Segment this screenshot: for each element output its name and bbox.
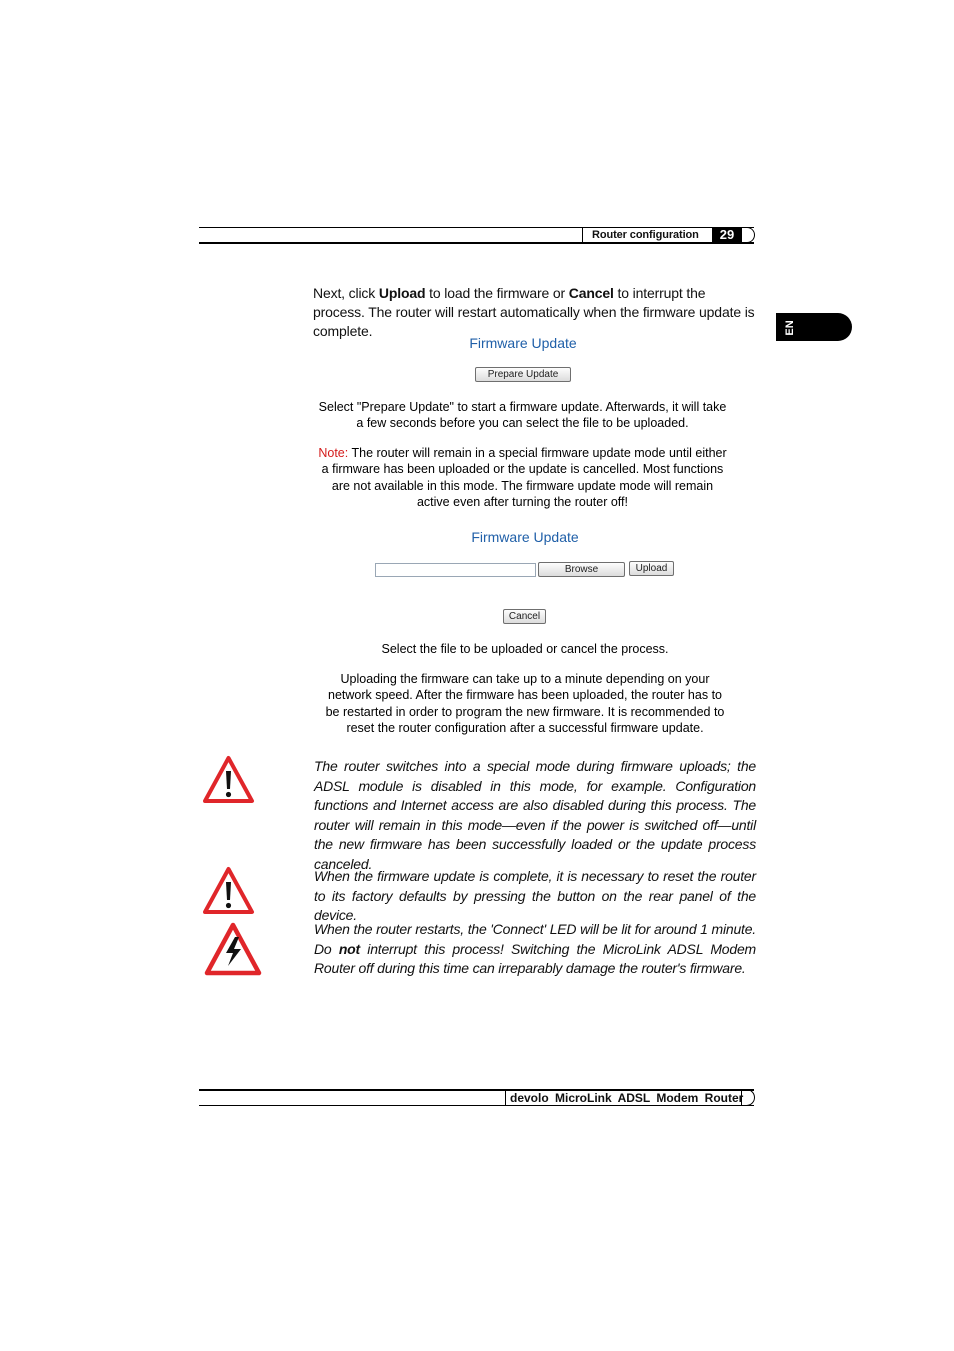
warning-firmware-mode: The router switches into a special mode during firmware uploads; the ADSL module is disabled in this mode, for example. Configuration functions and Internet access are also disabled during this process. The router will remain in this mode—even if the power is switched off—until the new firmware has been successfully loaded or the update process canceled.	[314, 758, 756, 872]
upload-keyword: Upload	[378, 285, 426, 301]
language-tab-label: EN	[784, 320, 796, 336]
firmware-file-input[interactable]	[375, 563, 536, 577]
prepare-update-button[interactable]: Prepare Update	[475, 367, 571, 382]
header-separator	[582, 227, 583, 243]
upload-button[interactable]: Upload	[629, 561, 674, 576]
lightning-triangle-icon	[204, 922, 262, 976]
prepare-instructions: Select "Prepare Update" to start a firmware update. Afterwards, it will take a few seconds before you can select the file to be uploaded.	[318, 400, 727, 431]
upload-info-text: Uploading the firmware can take up to a minute depending on your network speed. After the firmware has been uploaded, the router has to be restarted in order to program the new firmware. It is recommended to reset the router configuration after a successful firmware update.	[325, 672, 725, 736]
firmware-update-title-1: Firmware Update	[469, 335, 577, 351]
warning-factory-reset: When the firmware update is complete, it is necessary to reset the router to its factory defaults by pressing the button on the rear panel of the device.	[314, 868, 756, 923]
footer-end-cap	[741, 1089, 755, 1106]
update-mode-note: Note: The router will remain in a special firmware update mode until either a firmware has been uploaded or the update is cancelled. Most functions are not available in this mode. The firmware update mode will remain active even after turning the router off!	[318, 446, 727, 510]
header-rule-top	[199, 227, 754, 228]
header-section-title: Router configuration	[592, 229, 699, 241]
page-number: 29	[712, 227, 742, 243]
not-emphasis: not	[338, 940, 360, 957]
note-label: Note:	[318, 446, 349, 460]
cancel-button[interactable]: Cancel	[503, 609, 546, 624]
exclamation-triangle-icon	[202, 755, 255, 804]
firmware-update-title-2: Firmware Update	[471, 529, 579, 545]
intro-paragraph: Next, click Upload to load the firmware or Cancel to interrupt the process. The router will restart automatically when the firmware update is complete.	[313, 285, 755, 339]
exclamation-triangle-icon	[202, 866, 255, 915]
header-end-cap	[741, 227, 755, 243]
footer-rule-bottom	[199, 1105, 754, 1106]
select-file-text: Select the file to be uploaded or cancel the process.	[381, 642, 669, 656]
header-rule-bottom	[199, 242, 754, 244]
footer-product-name: devolo MicroLink ADSL Modem Router	[510, 1091, 744, 1105]
cancel-keyword: Cancel	[568, 285, 614, 301]
footer-separator	[505, 1090, 506, 1106]
browse-button[interactable]: Browse	[538, 562, 625, 577]
warning-do-not-interrupt: When the router restarts, the 'Connect' LED will be lit for around 1 minute. Do not interrupt this process! Switching the MicroLink ADSL Modem Router off during this time can irreparably damage the router's firmware.	[314, 921, 757, 976]
